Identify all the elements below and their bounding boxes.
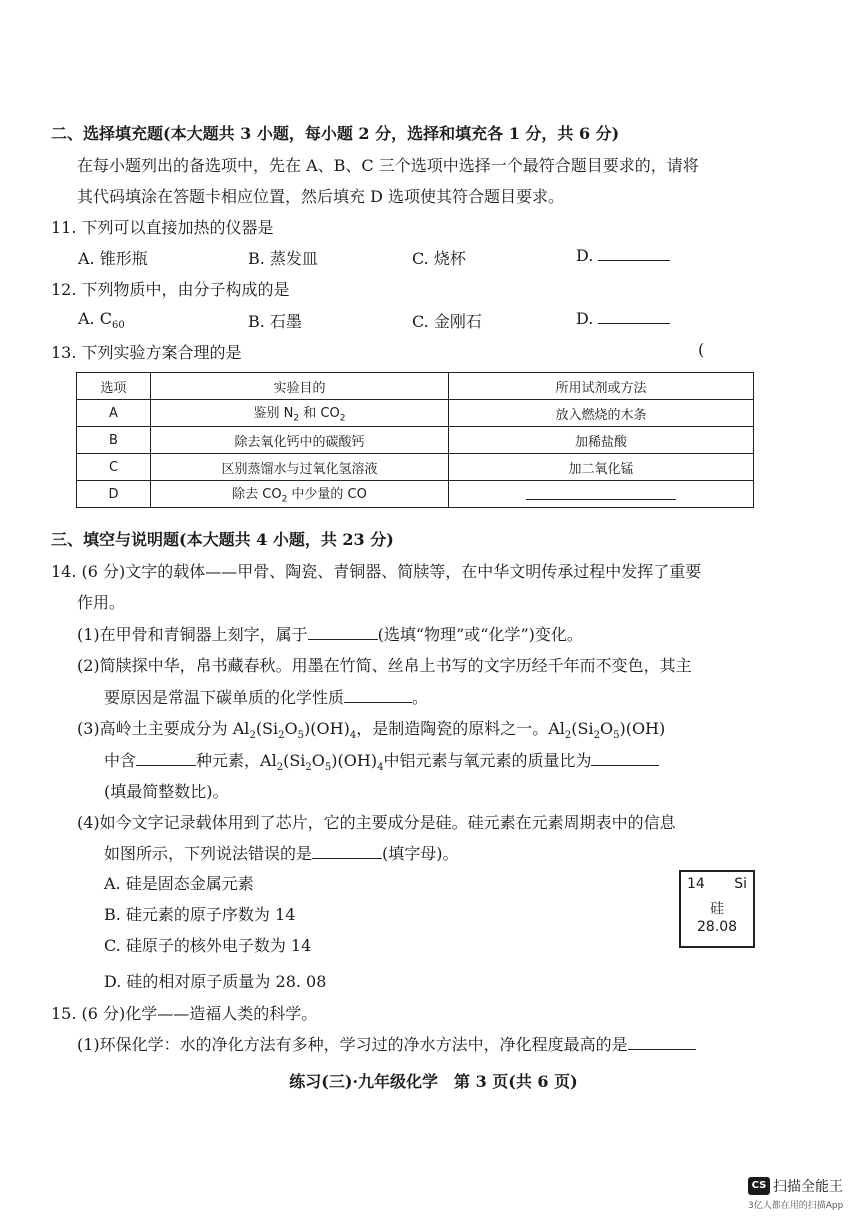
scanner-watermark: [748, 1175, 858, 1211]
section-2-heading: 二、选择填充题(本大题共 3 小题，每小题 2 分，选择和填充各 1 分，共 6 分): [51, 124, 620, 143]
table-row: [77, 454, 754, 481]
formula-subscript: 2: [305, 762, 312, 774]
formula-text: )(OH): [619, 719, 666, 738]
q15-part-1-text: (1)环保化学：水的净化方法有多种，学习过的净水方法中，净化程度最高的是: [77, 1035, 628, 1054]
q14-part-2-line-2: [104, 685, 428, 708]
section-2-instruction-2: 其代码填涂在答题卡相应位置，然后填充 D 选项使其符合题目要求。: [77, 187, 565, 206]
q14-part-4-text-end: (填字母)。: [382, 844, 459, 863]
q14-option-c: C. 硅原子的核外电子数为 14: [104, 936, 312, 955]
formula-subscript: 2: [564, 730, 572, 742]
formula-subscript: 2: [249, 730, 256, 742]
q14-line-2: 作用。: [77, 593, 126, 612]
q13-table: [76, 372, 754, 508]
atomic-mass: 28.08: [696, 919, 738, 935]
row-option: C: [77, 454, 151, 481]
row-purpose: 除去氧化钙中的碳酸钙: [151, 427, 449, 454]
formula-subscript: 2: [276, 762, 284, 774]
q13-stem: 13. 下列实验方案合理的是: [51, 343, 242, 362]
q14-part-3-blank-2[interactable]: [591, 751, 659, 766]
q15-part-1-blank[interactable]: [628, 1035, 696, 1050]
q14-part-2-text: 要原因是常温下碳单质的化学性质: [104, 688, 345, 707]
table-header-purpose: 实验目的: [151, 373, 449, 400]
row-method: [449, 481, 754, 508]
q14-part-1-blank[interactable]: [308, 625, 378, 640]
formula-subscript: 5: [613, 730, 620, 742]
q14-part-1-text-end: (选填“物理”或“化学”)变化。: [377, 625, 583, 644]
q12-answer-blank[interactable]: [598, 309, 670, 324]
page-footer: 练习(三)·九年级化学 第 3 页(共 6 页): [289, 1072, 578, 1091]
q12-option-a: [78, 309, 125, 331]
q14-option-a: A. 硅是固态金属元素: [104, 874, 254, 893]
row-purpose: [151, 481, 449, 508]
q14-part-3-text: 种元素，Al: [196, 751, 277, 770]
purpose-text: 中少量的 CO: [287, 487, 367, 503]
element-symbol: Si: [734, 876, 747, 892]
table-header-method: 所用试剂或方法: [449, 373, 754, 400]
q14-part-1-text: (1)在甲骨和青铜器上刻字，属于: [77, 625, 308, 644]
formula-subscript: 5: [324, 762, 332, 774]
formula-text: )(OH): [331, 751, 378, 770]
formula-subscript: 4: [349, 730, 357, 742]
formula-text: (Si: [571, 719, 594, 738]
purpose-subscript: 2: [293, 413, 300, 424]
formula-text: (Si: [283, 751, 306, 770]
camscanner-logo-icon: CS: [748, 1177, 770, 1195]
q12-option-a-subscript: 60: [111, 320, 125, 332]
row-option: D: [77, 481, 151, 508]
table-row: [77, 481, 754, 508]
q14-part-3-text: ，是制造陶瓷的原料之一。Al: [356, 719, 565, 738]
q14-part-2-blank[interactable]: [344, 688, 412, 703]
q12-option-d-label: D.: [576, 309, 594, 328]
q11-answer-blank[interactable]: [598, 246, 670, 261]
q13-d-answer-blank[interactable]: [526, 485, 676, 500]
formula-subscript: 2: [278, 730, 285, 742]
q11-option-a: A. 锥形瓶: [78, 249, 148, 268]
q15-line-1: 15. (6 分)化学——造福人类的科学。: [51, 1004, 318, 1023]
section-2-instruction-1: 在每小题列出的备选项中，先在 A、B、C 三个选项中选择一个最符合题目要求的，请将: [77, 156, 699, 175]
q14-part-3-blank-1[interactable]: [136, 751, 196, 766]
q11-option-c: C. 烧杯: [412, 249, 466, 268]
q14-part-3-line-3: (填最简整数比)。: [104, 782, 229, 801]
q14-part-3-text: 中铝元素与氧元素的质量比为: [383, 751, 592, 770]
table-row: [77, 400, 754, 427]
q14-part-3-text: 中含: [104, 751, 137, 770]
formula-text: O: [599, 719, 614, 738]
watermark-app-name: 扫描全能王: [773, 1178, 843, 1195]
table-row: [77, 427, 754, 454]
row-option: B: [77, 427, 151, 454]
purpose-subscript: 2: [281, 494, 288, 505]
formula-text: O: [284, 719, 298, 738]
table-header-row: [77, 373, 754, 400]
formula-text: (3)高岭土主要成分为 Al: [77, 719, 250, 738]
q12-stem: 12. 下列物质中，由分子构成的是: [51, 280, 290, 299]
q12-option-b: B. 石墨: [248, 312, 302, 331]
q14-part-4-line-1: (4)如今文字记录载体用到了芯片，它的主要成分是硅。硅元素在元素周期表中的信息: [77, 813, 676, 832]
purpose-text: 和 CO: [299, 406, 340, 422]
row-purpose: [151, 400, 449, 427]
q14-part-3-line-1: [77, 716, 665, 741]
formula-text: (Si: [255, 719, 279, 738]
section-3-heading: 三、填空与说明题(本大题共 4 小题，共 23 分): [51, 530, 394, 549]
q12-option-c: C. 金刚石: [412, 312, 482, 331]
atomic-number: 14: [687, 876, 705, 892]
q15-part-1: [77, 1032, 696, 1055]
row-method: 放入燃烧的木条: [449, 400, 754, 427]
q12-option-a-label: A. C: [78, 309, 112, 328]
q13-answer-paren: (: [698, 340, 705, 359]
q14-part-4-blank[interactable]: [312, 844, 382, 859]
q14-part-3-line-2: [104, 748, 659, 773]
formula-subscript: 4: [377, 762, 384, 774]
q11-option-d: [576, 246, 670, 265]
q11-option-d-label: D.: [576, 246, 594, 265]
q12-option-d: [576, 309, 670, 328]
row-method: 加稀盐酸: [449, 427, 754, 454]
q14-part-2-line-1: (2)简牍探中华，帛书藏春秋。用墨在竹简、丝帛上书写的文字历经千年而不变色，其主: [77, 656, 692, 675]
watermark-tagline: 3亿人都在用的扫描App: [748, 1200, 844, 1211]
q14-option-d: D. 硅的相对原子质量为 28. 08: [104, 972, 327, 991]
q14-part-4-line-2: [104, 841, 459, 864]
element-name: 硅: [710, 901, 724, 917]
purpose-subscript: 2: [339, 413, 346, 424]
formula-text: O: [311, 751, 325, 770]
q14-option-b: B. 硅元素的原子序数为 14: [104, 905, 296, 924]
q14-line-1: 14. (6 分)文字的载体——甲骨、陶瓷、青铜器、简牍等，在中华文明传承过程中发挥了重要: [51, 562, 702, 581]
row-purpose: 区别蒸馏水与过氧化氢溶液: [151, 454, 449, 481]
q11-option-b: B. 蒸发皿: [248, 249, 318, 268]
q11-stem: 11. 下列可以直接加热的仪器是: [51, 218, 274, 237]
formula-subscript: 5: [297, 730, 305, 742]
table-header-option: 选项: [77, 373, 151, 400]
row-method: 加二氧化锰: [449, 454, 754, 481]
silicon-element-cell: [679, 870, 755, 948]
formula-subscript: 2: [593, 730, 600, 742]
row-option: A: [77, 400, 151, 427]
q14-part-1: [77, 622, 583, 645]
purpose-text: 除去 CO: [232, 487, 282, 503]
formula-text: )(OH): [304, 719, 350, 738]
purpose-text: 鉴别 N: [253, 406, 294, 422]
q14-part-4-text: 如图所示，下列说法错误的是: [104, 844, 313, 863]
q14-part-2-period: 。: [412, 688, 429, 707]
